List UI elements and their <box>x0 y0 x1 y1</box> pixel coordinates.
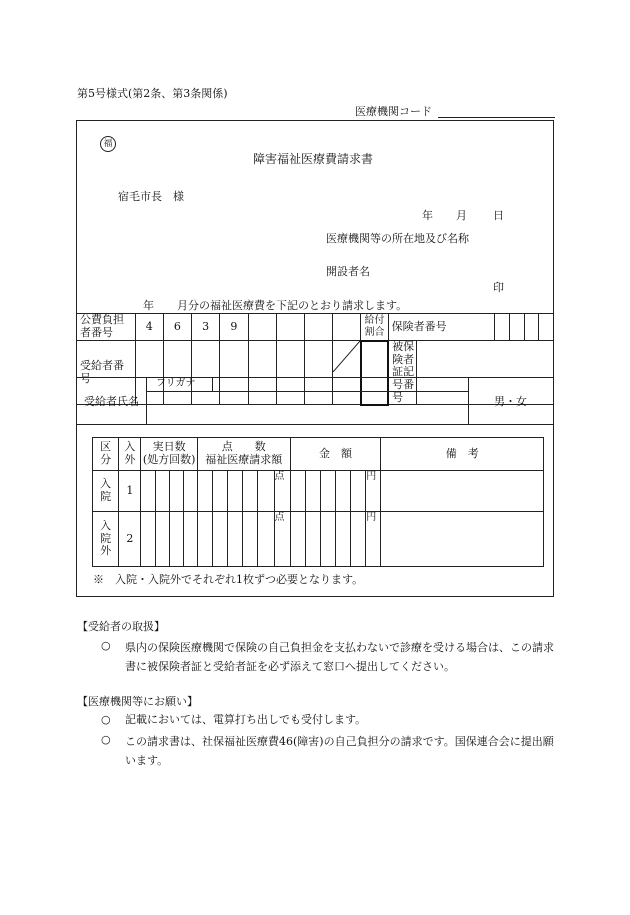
points-digit <box>243 471 258 512</box>
date-day: 日 <box>493 209 504 222</box>
yen-unit: 円 <box>366 512 377 523</box>
insurer-label-cell <box>388 314 495 341</box>
amount-digit <box>320 471 335 512</box>
payer-label: 公費負担者番号 <box>77 314 136 341</box>
facility-instruction: 記載においては、電算打ち出しでも受付します。 <box>125 713 367 726</box>
insurer-digit <box>495 314 510 341</box>
points-digit <box>258 471 274 512</box>
furigana-label: フリガナ <box>156 378 196 389</box>
remarks-cell <box>381 471 544 512</box>
furigana-input-line <box>212 391 468 392</box>
days-digit <box>155 512 169 567</box>
payer-digit: 6 <box>163 314 191 341</box>
form-title: 障害福祉医療費請求書 <box>253 152 374 166</box>
col-days-label: 実日数 <box>152 440 186 454</box>
col-days-sub: (処方回数) <box>142 453 196 466</box>
points-unit-cell <box>274 512 290 567</box>
remarks-cell <box>381 512 544 567</box>
gender-label: 男・女 <box>494 395 527 408</box>
payer-digit: 4 <box>135 314 163 341</box>
days-digit <box>183 471 197 512</box>
facility-instruction: この請求書は、社保福祉医療費46(障害)の自己負担分の請求です。国保連合会に提出願います。 <box>125 735 554 767</box>
diagonal-line <box>333 341 360 372</box>
amount-digit <box>351 512 366 567</box>
row-code: 1 <box>119 471 141 512</box>
yen-unit-cell <box>366 471 381 512</box>
facility-code-line <box>438 117 555 118</box>
payment-ratio-label: 給付割合 <box>361 314 388 341</box>
points-digit <box>213 512 228 567</box>
days-digit <box>141 471 155 512</box>
insurer-digit <box>509 314 524 341</box>
amount-digit <box>320 512 335 567</box>
days-digit <box>155 471 169 512</box>
founder-label: 開設者名 <box>326 265 370 278</box>
facility-address-label: 医療機関等の所在地及び名称 <box>326 232 469 245</box>
points-digit <box>243 512 258 567</box>
date-year: 年 <box>422 209 433 222</box>
days-digit <box>169 512 183 567</box>
date-month: 月 <box>456 209 467 222</box>
form-note: ※ 入院・入院外でそれぞれ1枚ずつ必要となります。 <box>93 573 364 586</box>
gender-divider <box>468 377 469 425</box>
col-in-out: 入外 <box>119 438 141 471</box>
payer-digit <box>304 314 332 341</box>
col-days <box>141 438 197 471</box>
bullet: ○ <box>101 639 111 652</box>
amount-digit <box>305 512 320 567</box>
col-amount: 金 額 <box>290 438 381 471</box>
col-points-label: 点 数 <box>221 440 266 454</box>
fuku-mark: 福 <box>100 136 116 152</box>
payer-digit <box>333 314 361 341</box>
days-digit <box>183 512 197 567</box>
section-recipient-title: 【受給者の取扱】 <box>77 620 165 633</box>
days-digit <box>169 471 183 512</box>
col-points-sub: 福祉医療請求額 <box>205 453 283 466</box>
points-digit <box>228 512 243 567</box>
payer-digit <box>276 314 304 341</box>
amount-digit <box>290 512 305 567</box>
insurer-digit <box>539 314 554 341</box>
col-points <box>197 438 290 471</box>
recipient-number-label: 受給者番号 <box>77 341 136 405</box>
form-number: 第5号様式(第2条、第3条関係) <box>77 87 228 100</box>
row-category: 入院外 <box>93 512 119 567</box>
row-code: 2 <box>119 512 141 567</box>
days-digit <box>141 512 155 567</box>
payer-digit: 3 <box>192 314 220 341</box>
facility-code-label: 医療機関コード <box>355 105 432 118</box>
recipient-name-label: 受給者氏名 <box>84 395 139 408</box>
insurer-digit <box>524 314 539 341</box>
points-digit <box>197 471 212 512</box>
bullet: ○ <box>101 733 111 746</box>
payer-digit: 9 <box>220 314 248 341</box>
yen-unit-cell <box>366 512 381 567</box>
recipient-instruction: 県内の保険医療機関で保険の自己負担金を支払わないで診療を受ける場合は、この請求書に被保険者証と受給者証を必ず添えて窓口へ提出してください。 <box>125 641 554 673</box>
amount-digit <box>336 512 351 567</box>
amount-digit <box>290 471 305 512</box>
amount-digit <box>351 471 366 512</box>
detail-table <box>92 437 544 567</box>
col-category: 区分 <box>93 438 119 471</box>
insurer-label: 保険者番号 <box>391 319 447 333</box>
claim-sentence: 月分の福祉医療費を下記のとおり請求します。 <box>177 299 408 312</box>
bullet: ○ <box>101 713 111 726</box>
payer-digit <box>248 314 276 341</box>
amount-digit <box>336 471 351 512</box>
seal-mark: 印 <box>493 281 504 294</box>
points-unit: 点 <box>274 471 285 482</box>
points-unit-cell <box>274 471 290 512</box>
points-digit <box>213 471 228 512</box>
row-category: 入院 <box>93 471 119 512</box>
insured-cert-label: 被保険者証記号番号 <box>388 341 416 405</box>
col-remarks: 備 考 <box>381 438 544 471</box>
points-digit <box>197 512 212 567</box>
amount-digit <box>305 471 320 512</box>
addressee: 宿毛市長 様 <box>118 190 184 203</box>
claim-year: 年 <box>143 299 154 312</box>
yen-unit: 円 <box>366 471 377 482</box>
points-unit: 点 <box>274 512 285 523</box>
points-digit <box>228 471 243 512</box>
section-facility-title: 【医療機関等にお願い】 <box>77 695 198 708</box>
points-digit <box>258 512 274 567</box>
